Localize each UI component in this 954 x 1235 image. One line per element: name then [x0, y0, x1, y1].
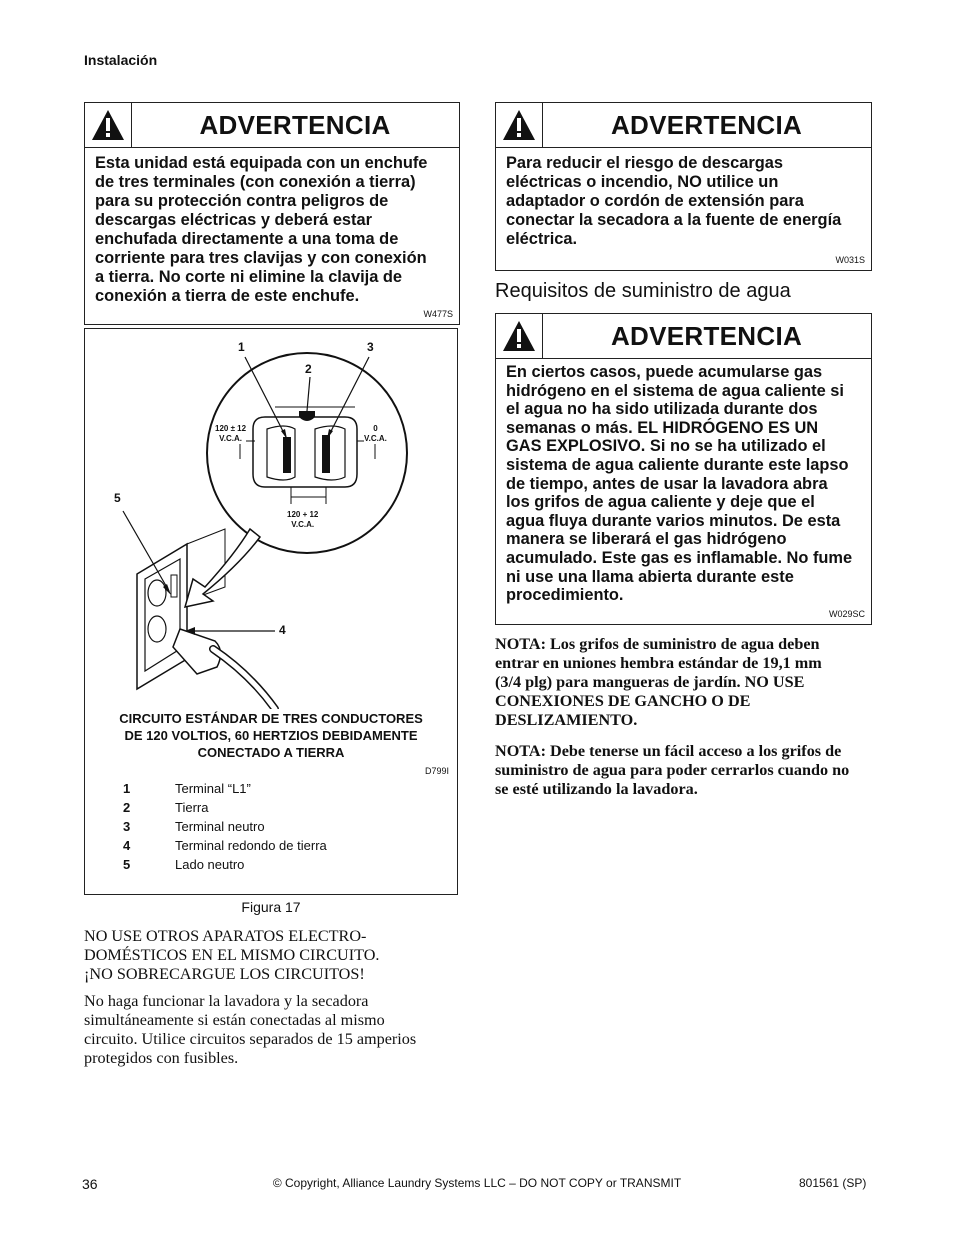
document-number: 801561 (SP) — [799, 1176, 867, 1190]
warning-box-grounding — [84, 102, 460, 325]
warning-title: ADVERTENCIA — [610, 321, 803, 351]
warning-code: W031S — [835, 255, 865, 265]
legend-item: 4 Terminal redondo de tierra — [123, 838, 327, 853]
warning-header — [496, 103, 871, 148]
copyright-notice: © Copyright, Alliance Laundry Systems LLC – DO NOT COPY or TRANSMIT — [272, 1176, 682, 1190]
warning-text: Esta unidad está equipada con un enchufe de tres terminales (con conexión a tierra) para su protección contra peligros de descargas eléctricas y deberá estar enchufada directamente a una toma de corriente para tres clavijas y con conexión a tierra. No corte ni elimine la clavija de conexión a tierra de este enchufe. — [95, 154, 428, 305]
callout-1: 1 — [238, 340, 245, 354]
figure-code: D799I — [424, 766, 449, 776]
callout-5: 5 — [114, 491, 121, 505]
warning-box-hydrogen — [495, 313, 872, 625]
figure-legend — [123, 781, 327, 876]
warning-text: Para reducir el riesgo de descargas eléctricas o incendio, NO utilice un adaptador o cordón de extensión para conectar la secadora a la fuente de energía eléctrica. — [506, 154, 842, 248]
legend-item: 1 Terminal “L1” — [123, 781, 251, 796]
water-supply-heading: Requisitos de suministro de agua — [495, 280, 791, 302]
outlet-diagram-graphic — [85, 329, 457, 709]
legend-item: 3 Terminal neutro — [123, 819, 265, 834]
warning-code: W477S — [423, 309, 453, 319]
page-number: 36 — [82, 1176, 98, 1192]
warning-triangle-icon — [85, 103, 132, 147]
callout-4: 4 — [279, 623, 286, 637]
voltage-label-bottom: 120 + 12 V.C.A. — [287, 510, 319, 529]
figure-outlet-diagram — [84, 328, 458, 895]
warning-header — [496, 314, 871, 359]
legend-item: 5 Lado neutro — [123, 857, 245, 872]
warning-triangle-icon — [496, 314, 543, 358]
warning-header — [85, 103, 459, 148]
warning-text: En ciertos casos, puede acumularse gas hidrógeno en el sistema de agua caliente si el agua no ha sido utilizada durante dos semanas o más. EL HIDRÓGENO ES UN GAS EXPLOSIVO. Si no se ha utilizado el sistema de agua caliente durante este lapso de tiempo, antes de usar la lavadora abra los grifos de agua caliente y deje que el agua fluya durante varios minutos. De esta manera se liberará el gas hidrógeno acumulado. Este gas es inflamable. No fume ni use una llama abierta durante este procedimiento. — [506, 363, 853, 605]
figure-label: Figura 17 — [241, 899, 301, 915]
warning-title: ADVERTENCIA — [199, 110, 391, 140]
circuit-warning-paragraph: NO USE OTROS APARATOS ELECTRO- DOMÉSTICOS EN EL MISMO CIRCUITO. ¡NO SOBRECARGUE LOS CIRCUITOS! — [84, 927, 380, 983]
section-label: Instalación — [84, 52, 158, 68]
voltage-label-right: 0 V.C.A. — [364, 424, 387, 443]
warning-code: W029SC — [828, 609, 865, 619]
warning-title: ADVERTENCIA — [610, 110, 803, 140]
note-hose-fittings: NOTA: Los grifos de suministro de agua deben entrar en uniones hembra estándar de 19,1 mm (3/4 plg) para mangueras de jardín. NO USE CONEXIONES DE GANCHO O DE DESLIZAMIENTO. — [495, 635, 822, 729]
warning-box-extension-cord — [495, 102, 872, 271]
callout-3: 3 — [367, 340, 374, 354]
voltage-label-left: 120 ± 12 V.C.A. — [215, 424, 247, 443]
callout-2: 2 — [305, 362, 312, 376]
legend-item: 2 Tierra — [123, 800, 209, 815]
separate-circuits-paragraph: No haga funcionar la lavadora y la secadora simultáneamente si están conectadas al mismo circuito. Utilice circuitos separados de 15 amperios protegidos con fusibles. — [84, 992, 417, 1067]
note-faucet-access: NOTA: Debe tenerse un fácil acceso a los grifos de suministro de agua para poder cerrarlos cuando no se esté utilizando la lavadora. — [495, 742, 850, 798]
figure-caption: CIRCUITO ESTÁNDAR DE TRES CONDUCTORES DE 120 VOLTIOS, 60 HERTZIOS DEBIDAMENTE CONECTADO A TIERRA — [119, 711, 423, 760]
warning-triangle-icon — [496, 103, 543, 147]
